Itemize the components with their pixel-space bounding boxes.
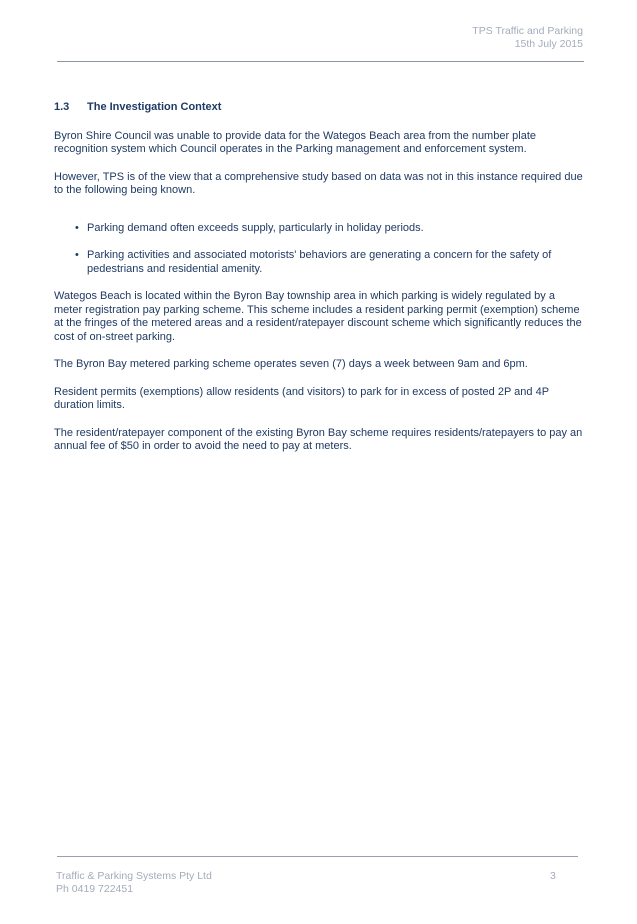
list-item (54, 249, 584, 276)
known-factors-list (54, 222, 584, 277)
page-header (472, 25, 583, 51)
paragraph-township-scheme: Wategos Beach is located within the Byron Bay township area in which parking is widely regulated by a meter registration pay parking scheme. This scheme includes a resident parking permit (exemption) scheme at the fringes of the metered areas and a resident/ratepayer discount scheme which significantly reduces the cost of on-street parking. (54, 290, 582, 343)
list-item-text: Parking demand often exceeds supply, particularly in holiday periods. (87, 221, 424, 234)
paragraph-tps-view: However, TPS is of the view that a comprehensive study based on data was not in this instance required due to the following being known. (54, 170, 583, 196)
footer-divider (57, 856, 578, 857)
list-item (54, 222, 584, 236)
list-item-text: Parking activities and associated motorists' behaviors are generating a concern for the safety of pedestrians and residential amenity. (87, 249, 552, 275)
paragraph-resident-permits: Resident permits (exemptions) allow residents (and visitors) to park for in excess of posted 2P and 4P duration limits. (54, 385, 549, 411)
section-number: 1.3 (54, 101, 70, 113)
footer-phone: Ph 0419 722451 (56, 883, 134, 895)
header-divider (57, 61, 584, 62)
paragraph-council-data: Byron Shire Council was unable to provide data for the Wategos Beach area from the number plate recognition system which Council operates in the Parking management and enforcement system. (54, 129, 537, 155)
header-company: TPS Traffic and Parking (472, 25, 583, 37)
bullet-icon: • (75, 221, 79, 234)
section-title: The Investigation Context (87, 101, 222, 113)
bullet-icon: • (75, 249, 79, 261)
paragraph-metered-hours: The Byron Bay metered parking scheme operates seven (7) days a week between 9am and 6pm. (54, 358, 528, 370)
footer-company: Traffic & Parking Systems Pty Ltd (56, 870, 212, 882)
section-heading (54, 101, 584, 115)
header-date: 15th July 2015 (514, 38, 583, 50)
page-footer (56, 870, 212, 896)
page-number: 3 (550, 870, 556, 882)
page-content (54, 101, 584, 468)
paragraph-ratepayer-fee: The resident/ratepayer component of the existing Byron Bay scheme requires residents/ratepayers to pay an annual fee of $50 in order to avoid the need to pay at meters. (54, 426, 583, 452)
